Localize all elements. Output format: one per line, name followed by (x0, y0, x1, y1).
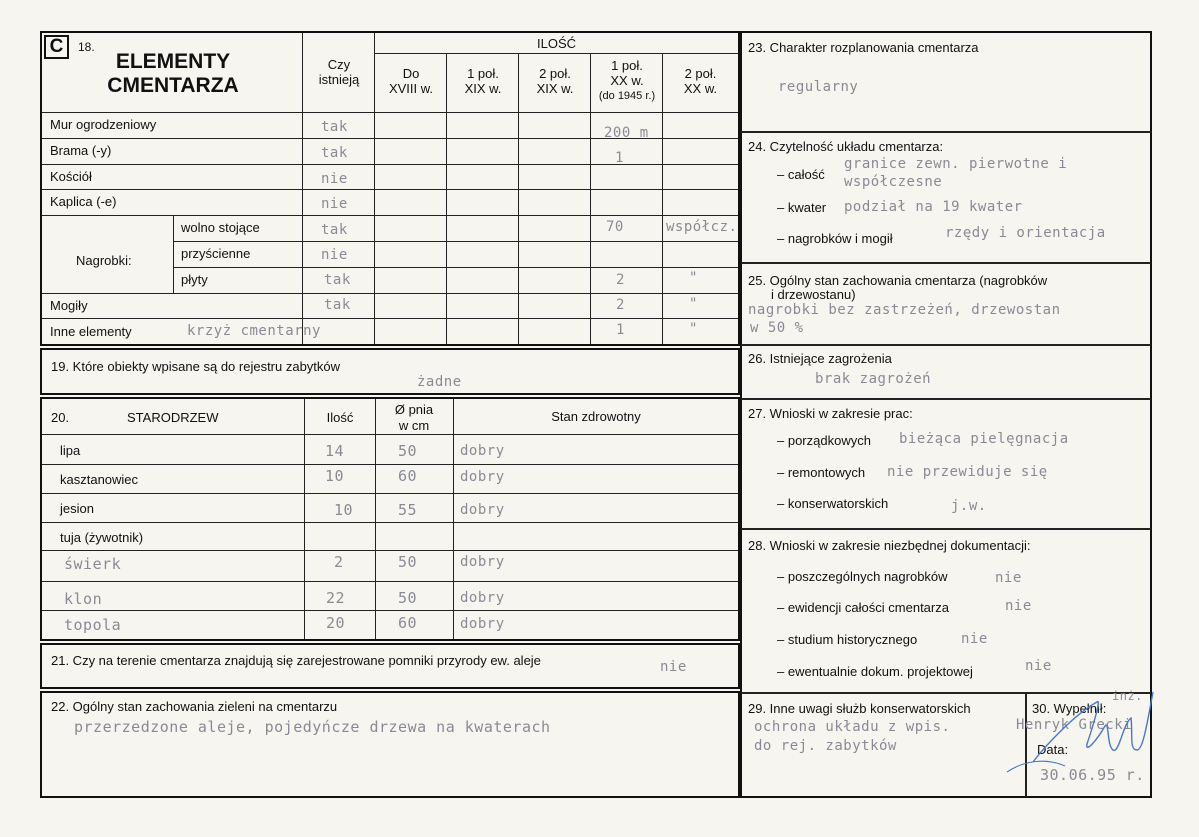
section-27-remontowych-label: – remontowych (777, 465, 866, 480)
section-24-label: 24. Czytelność układu cmentarza: (748, 139, 944, 154)
czy-kosciol: nie (321, 171, 348, 187)
row-label-kosciol: Kościół (50, 169, 92, 184)
section-28-ewidencji-value: nie (1005, 598, 1032, 614)
tree-qty-jesion: 10 (334, 501, 354, 519)
section-28-projektowej-value: nie (1025, 658, 1052, 674)
row-label-mur: Mur ogrodzeniowy (50, 117, 157, 132)
tree-name-kasztanowiec: kasztanowiec (60, 472, 139, 487)
section-22-value: przerzedzone aleje, pojedyńcze drzewa na kwaterach (74, 718, 551, 736)
section-28-studium-label: – studium historycznego (777, 632, 918, 647)
section-29-value-1: ochrona układu z wpis. (754, 719, 951, 735)
czy-wolno-stojace: tak (321, 222, 348, 238)
section-25-label-1: 25. Ogólny stan zachowania cmentarza (nagrobków (748, 273, 1048, 288)
section-23-value: regularny (778, 79, 859, 95)
tree-stan-klon: dobry (460, 590, 505, 606)
col-4-header-3: (do 1945 r.) (598, 90, 656, 102)
qty-mogily-ii: " (689, 296, 698, 312)
section-27-konserwatorskich-label: – konserwatorskich (777, 496, 889, 511)
section-24-calosc-value-1: granice zewn. pierwotne i (844, 156, 1068, 172)
section-19-label: 19. Które obiekty wpisane są do rejestru zabytków (51, 359, 341, 374)
section-26-value: brak zagrożeń (815, 371, 932, 387)
row-label-inne: Inne elementy (50, 324, 132, 339)
section-30-name: Henryk Grecki (1016, 717, 1133, 733)
qty-plyty: 2 (616, 272, 625, 288)
row-label-mogily: Mogiły (50, 298, 88, 313)
qty-mur: 200 m (604, 125, 649, 141)
col-pnia-header-2: w cm (398, 418, 430, 433)
section-24-kwater-label: – kwater (777, 200, 827, 215)
section-28-ewidencji-label: – ewidencji całości cmentarza (777, 600, 949, 615)
qty-mogily: 2 (616, 297, 625, 313)
tree-name-tuja: tuja (żywotnik) (60, 530, 144, 545)
czy-kaplica: nie (321, 196, 348, 212)
qty-inne-ii: " (689, 321, 698, 337)
col-3-header-2: XIX w. (536, 81, 574, 96)
czy-mogily: tak (324, 297, 351, 313)
czy-header-1: Czy (327, 57, 351, 72)
section-21-label: 21. Czy na terenie cmentarza znajdują się zarejestrowane pomniki przyrody ew. aleje (51, 653, 541, 668)
qty-wolno-stojace-ii: współcz. (666, 219, 738, 235)
tree-diam-kasztanowiec: 60 (398, 467, 418, 485)
col-1-header-2: XVIII w. (388, 81, 434, 96)
row-label-przyscienne: przyścienne (181, 246, 251, 261)
col-5-header-2: XX w. (683, 81, 718, 96)
section-28-studium-value: nie (961, 631, 988, 647)
section-22-label: 22. Ogólny stan zachowania zieleni na cmentarzu (51, 699, 338, 714)
section-28-nagrobkow-label: – poszczególnych nagrobków (777, 569, 948, 584)
tree-stan-jesion: dobry (460, 502, 505, 518)
col-5-header-1: 2 poł. (684, 66, 717, 81)
col-1-header-1: Do (402, 66, 420, 81)
section-20-title: STARODRZEW (127, 410, 219, 425)
section-26-label: 26. Istniejące zagrożenia (748, 351, 892, 366)
tree-qty-kasztanowiec: 10 (325, 467, 345, 485)
section-30-date: 30.06.95 r. (1040, 766, 1145, 784)
row-label-brama: Brama (-y) (50, 143, 112, 158)
tree-stan-swierk: dobry (460, 554, 505, 570)
qty-inne: 1 (616, 322, 625, 338)
section-20-number: 20. (51, 410, 70, 425)
section-27-porzadkowych-label: – porządkowych (777, 433, 871, 448)
col-2-header-1: 1 poł. (467, 66, 499, 81)
signature (1005, 684, 1155, 776)
czy-header-2: istnieją (318, 72, 360, 87)
qty-plyty-ii: " (689, 270, 698, 286)
tree-qty-topola: 20 (326, 614, 346, 632)
tree-qty-klon: 22 (326, 589, 346, 607)
tree-name-klon: klon (64, 590, 103, 608)
tree-name-lipa: lipa (60, 443, 81, 458)
col-3-header-1: 2 poł. (539, 66, 571, 81)
col-pnia-header-1: Ø pnia (394, 402, 434, 417)
section-28-label: 28. Wnioski w zakresie niezbędnej dokumentacji: (748, 538, 1031, 553)
section-18-number: 18. (78, 40, 95, 54)
tree-diam-lipa: 50 (398, 442, 418, 460)
col-stan-header: Stan zdrowotny (551, 409, 641, 424)
col-4-header-1: 1 poł. (611, 58, 643, 73)
section-24-nagrobkow-label: – nagrobków i mogił (777, 231, 893, 246)
czy-przyscienne: nie (321, 247, 348, 263)
col-ilosc-header: Ilość (326, 410, 354, 425)
section-23-label: 23. Charakter rozplanowania cmentarza (748, 40, 979, 55)
tree-stan-lipa: dobry (460, 443, 505, 459)
czy-mur: tak (321, 119, 348, 135)
section-27-label: 27. Wnioski w zakresie prac: (748, 406, 913, 421)
section-24-kwater-value: podział na 19 kwater (844, 199, 1023, 215)
section-letter: C (49, 36, 64, 57)
tree-qty-swierk: 2 (334, 553, 344, 571)
czy-brama: tak (321, 145, 348, 161)
section-29-label: 29. Inne uwagi służb konserwatorskich (748, 701, 971, 716)
section-24-calosc-label: – całość (777, 167, 825, 182)
section-25-value-1: nagrobki bez zastrzeżeń, drzewostan (748, 302, 1061, 318)
section-29-value-2: do rej. zabytków (754, 738, 897, 754)
section-24-calosc-value-2: współczesne (844, 174, 943, 190)
section-24-nagrobkow-value: rzędy i orientacja (945, 225, 1106, 241)
row-label-nagrobki: Nagrobki: (76, 253, 132, 268)
czy-plyty: tak (324, 272, 351, 288)
section-30-date-label: Data: (1037, 742, 1069, 757)
tree-name-jesion: jesion (60, 501, 94, 516)
tree-diam-swierk: 50 (398, 553, 418, 571)
tree-diam-klon: 50 (398, 589, 418, 607)
qty-wolno-stojace: 70 (606, 219, 624, 235)
ilosc-header: ILOŚĆ (536, 36, 576, 51)
qty-brama: 1 (615, 150, 624, 166)
tree-qty-lipa: 14 (325, 442, 345, 460)
section-28-projektowej-label: – ewentualnie dokum. projektowej (777, 664, 973, 679)
tree-diam-jesion: 55 (398, 501, 418, 519)
section-27-porzadkowych-value: bieżąca pielęgnacja (899, 431, 1069, 447)
section-28-nagrobkow-value: nie (995, 570, 1022, 586)
section-30-title: inż. (1112, 689, 1143, 703)
section-27-konserwatorskich-value: j.w. (951, 498, 987, 514)
col-2-header-2: XIX w. (464, 81, 502, 96)
section-18-title-2: CMENTARZA (107, 74, 239, 97)
tree-name-topola: topola (64, 616, 122, 634)
col-4-header-2: XX w. (610, 73, 644, 88)
tree-diam-topola: 60 (398, 614, 418, 632)
section-25-value-2: w 50 % (750, 320, 804, 336)
section-25-label-2: i drzewostanu) (771, 287, 856, 302)
tree-stan-kasztanowiec: dobry (460, 469, 505, 485)
section-19-value: żadne (417, 374, 462, 390)
czy-inne: krzyż cmentarny (187, 323, 321, 339)
row-label-wolno-stojace: wolno stojące (181, 220, 260, 235)
row-label-plyty: płyty (181, 272, 208, 287)
tree-stan-topola: dobry (460, 616, 505, 632)
section-27-remontowych-value: nie przewiduje się (887, 464, 1048, 480)
tree-name-swierk: świerk (64, 555, 122, 573)
section-30-label: 30. Wypełnił: (1032, 701, 1107, 716)
section-21-value: nie (660, 659, 687, 675)
section-18-title-1: ELEMENTY (115, 50, 231, 73)
row-label-kaplica: Kaplica (-e) (50, 194, 117, 209)
